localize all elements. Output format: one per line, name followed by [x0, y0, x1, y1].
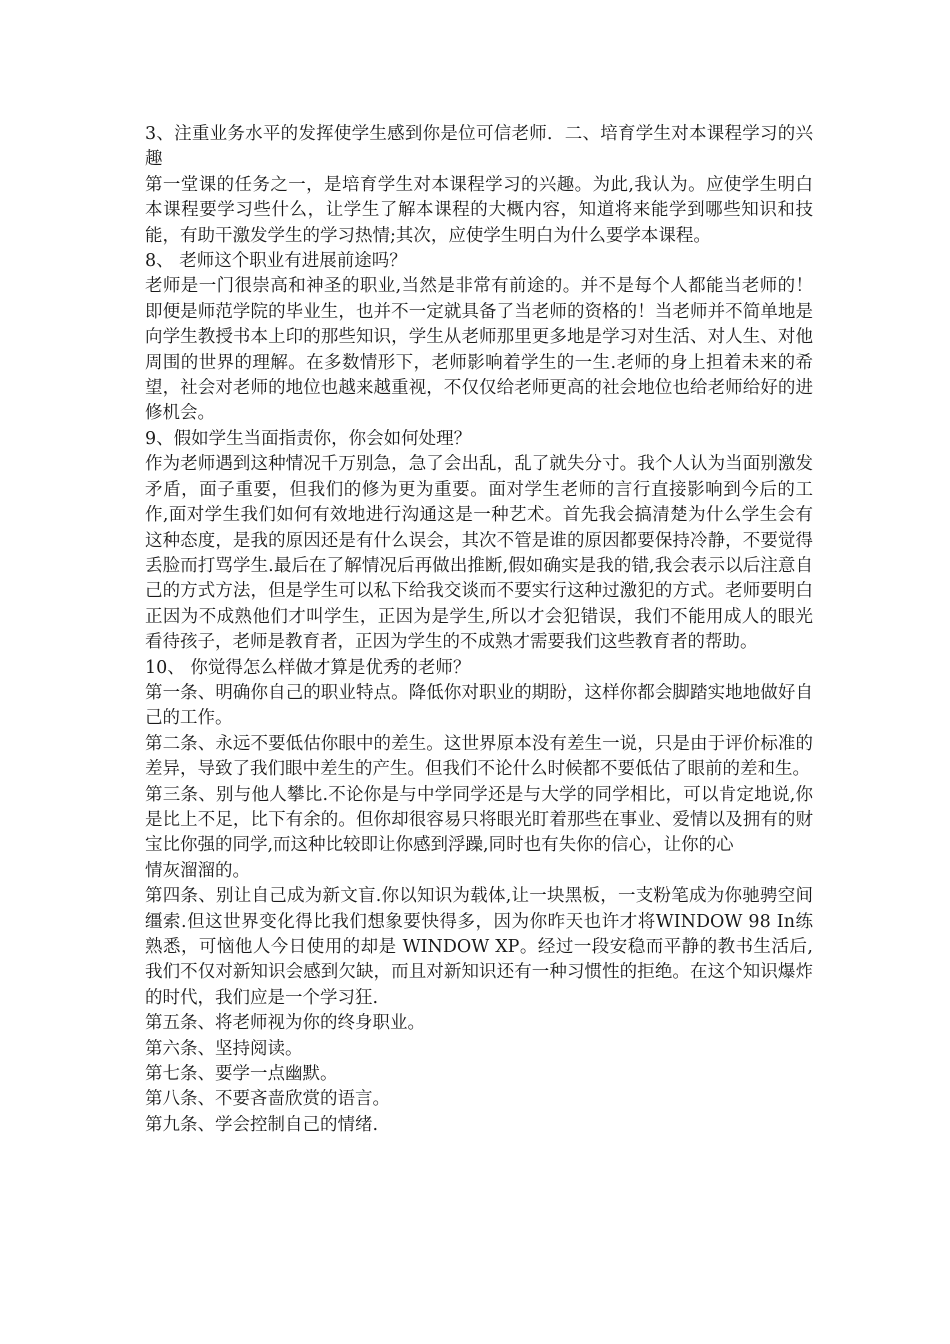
question-10-heading: 10、 你觉得怎么样做才算是优秀的老师？: [145, 657, 471, 678]
rule-3: 第三条、别与他人攀比.不论你是与中学同学还是与大学的同学相比，可以肯定地说,你是比上不足，比下有余的。但你却很容易只将眼光盯着那些在事业、爱情以及拥有的财宝比你强的同学,而这种比较即让你感到浮躁,同时也有失你的信心，让你的心: [145, 784, 813, 856]
rule-7: 第七条、要学一点幽默。: [145, 1064, 338, 1085]
rule-8: 第八条、不要吝啬欣赏的语言。: [145, 1089, 390, 1110]
answer-9: 作为老师遇到这种情况千万别急，急了会出乱，乱了就失分寸。我个人认为当面别激发矛盾，面子重要，但我们的修为更为重要。面对学生老师的言行直接影响到今后的工作,面对学生我们如何有效地进行沟通这是一种艺术。首先我会搞清楚为什么学生会有这种态度，是我的原因还是有什么误会，其次不管是谁的原因都要保持冷静，不要觉得丢脸而打骂学生.最后在了解情况后再做出推断,假如确实是我的错,我会表示以后注意自己的方式方法，但是学生可以私下给我交谈而不要实行这种过激犯的方式。老师要明白正因为不成熟他们才叫学生，正因为是学生,所以才会犯错误，我们不能用成人的眼光看待孩子，老师是教育者，正因为学生的不成熟才需要我们这些教育者的帮助。: [145, 454, 813, 653]
question-9-heading: 9、假如学生当面指责你，你会如何处理？: [145, 428, 472, 449]
rule-1: 第一条、明确你自己的职业特点。降低你对职业的期盼，这样你都会脚踏实地地做好自己的工作。: [145, 682, 813, 729]
answer-8: 老师是一门很崇高和神圣的职业,当然是非常有前途的。并不是每个人都能当老师的！即便是师范学院的毕业生，也并不一定就具备了当老师的资格的！当老师并不简单地是向学生教授书本上印的那些知识，学生从老师那里更多地是学习对生活、对人生、对他周围的世界的理解。在多数情形下，老师影响着学生的一生.老师的身上担着未来的希望，社会对老师的地位也越来越重视，不仅仅给老师更高的社会地位也给老师给好的进修机会。: [145, 276, 813, 424]
document-page: [145, 122, 813, 1138]
rule-3-continued: 情灰溜溜的。: [145, 860, 250, 881]
paragraph-point-3: 3、注重业务水平的发挥使学生感到你是位可信老师．二、培育学生对本课程学习的兴趣: [145, 124, 813, 170]
question-8-heading: 8、 老师这个职业有进展前途吗？: [145, 251, 407, 272]
rule-9: 第九条、学会控制自己的情绪.: [145, 1114, 379, 1135]
paragraph-first-lesson: 第一堂课的任务之一，是培育学生对本课程学习的兴趣。为此,我认为。应使学生明白本课程要学习些什么，让学生了解本课程的大概内容，知道将来能学到哪些知识和技能，有助干激发学生的学习热情;其次，应使学生明白为什么要学本课程。: [145, 174, 813, 246]
rule-6: 第六条、坚持阅读。: [145, 1038, 303, 1059]
rule-2: 第二条、永远不要低估你眼中的差生。这世界原本没有差生一说，只是由于评价标准的差异，导致了我们眼中差生的产生。但我们不论什么时候都不要低估了眼前的差和生。: [145, 733, 813, 780]
rule-4: 第四条、别让自己成为新文盲.你以知识为载体,让一块黑板，一支粉笔成为你驰骋空间缰索.但这世界变化得比我们想象要快得多，因为你昨天也许才将WINDOW 98 In练熟悉，可恼他人今日使用的却是 WINDOW XP。经过一段安稳而平静的教书生活后,我们不仅对新知识会感到欠缺，而且对新知识还有一种习惯性的拒绝。在这个知识爆炸的时代，我们应是一个学习狂.: [145, 886, 813, 1008]
rule-5: 第五条、将老师视为你的终身职业。: [145, 1013, 425, 1034]
